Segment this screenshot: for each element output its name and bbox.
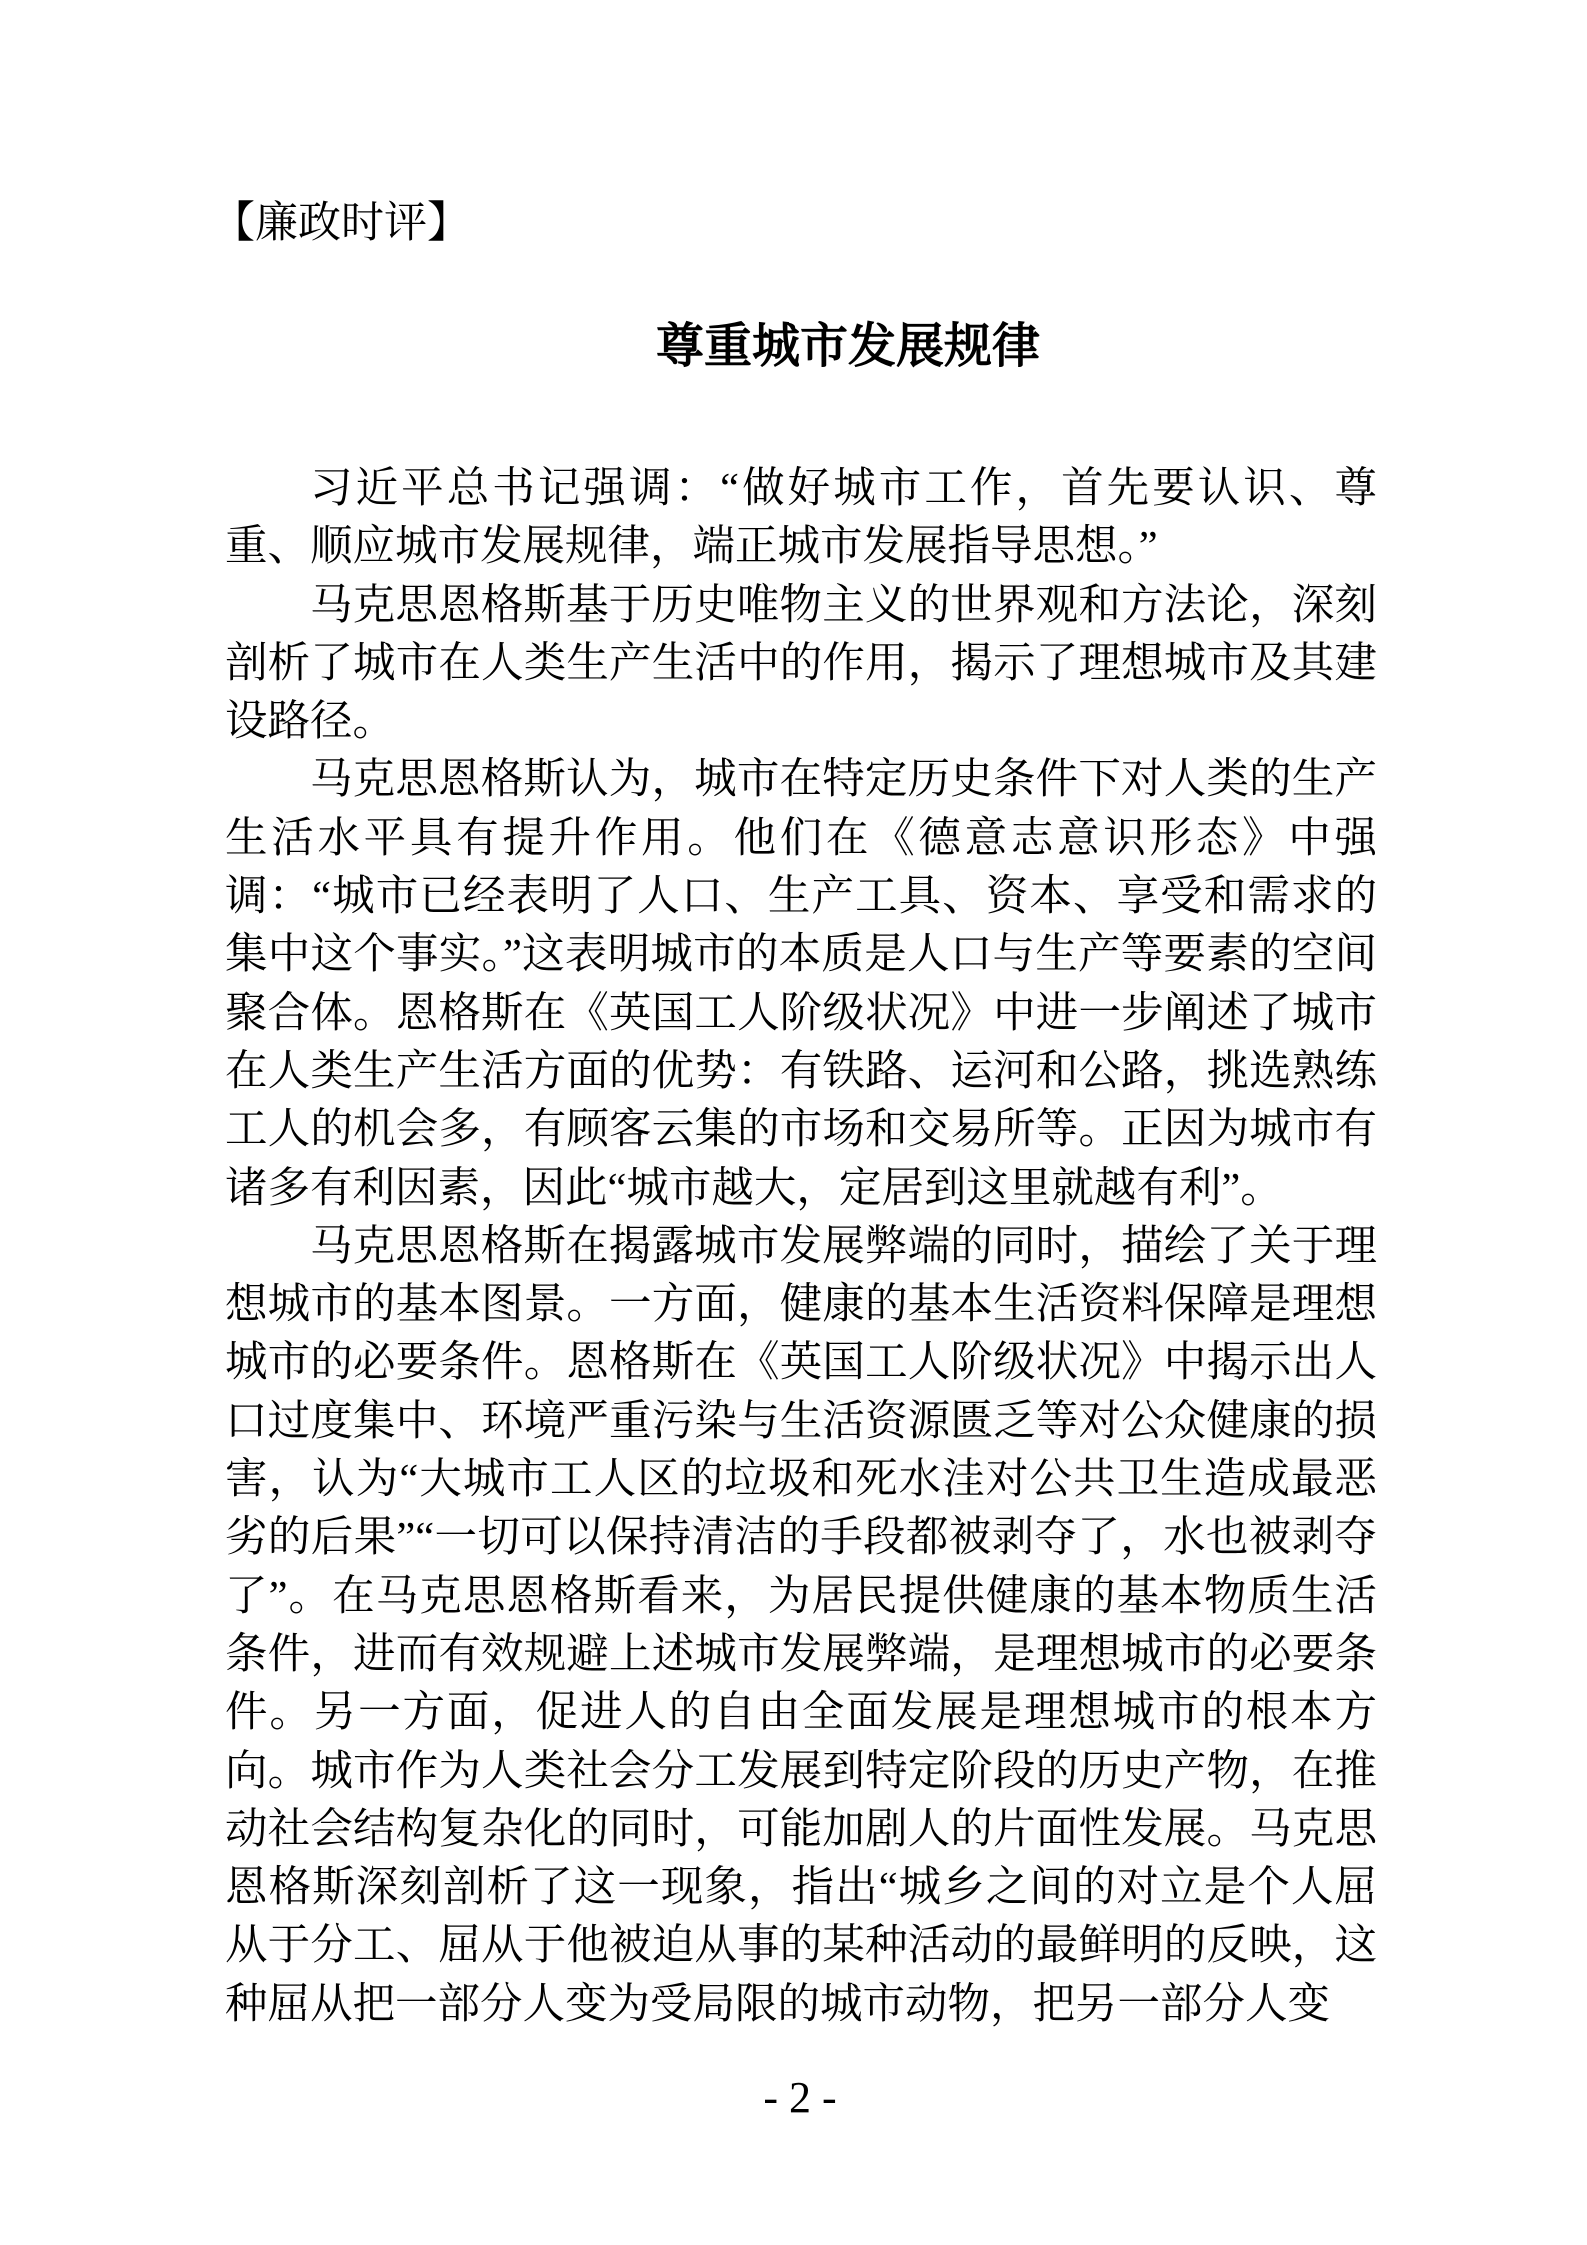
paragraph-4: 马克思恩格斯在揭露城市发展弊端的同时，描绘了关于理想城市的基本图景。一方面，健康的基本生活资料保障是理想城市的必要条件。恩格斯在《英国工人阶级状况》中揭示出人口过度集中、环境严重污染与生活资源匮乏等对公众健康的损害，认为“大城市工人区的垃圾和死水洼对公共卫生造成最恶劣的后果”“一切可以保持清洁的手段都被剥夺了，水也被剥夺了”。在马克思恩格斯看来，为居民提供健康的基本物质生活条件，进而有效规避上述城市发展弊端，是理想城市的必要条件。另一方面，促进人的自由全面发展是理想城市的根本方向。城市作为人类社会分工发展到特定阶段的历史产物，在推动社会结构复杂化的同时，可能加剧人的片面性发展。马克思恩格斯深刻剖析了这一现象，指出“城乡之间的对立是个人屈从于分工、屈从于他被迫从事的某种活动的最鲜明的反映，这种屈从把一部分人变为受局限的城市动物，把另一部分人变: [225, 1222, 1377, 2028]
paragraph-1: 习近平总书记强调：“做好城市工作，首先要认识、尊重、顺应城市发展规律，端正城市发展指导思想。”: [225, 465, 1377, 571]
document-title: 尊重城市发展规律: [655, 320, 1040, 373]
document-body: [225, 460, 1377, 2034]
section-label: 【廉政时评】: [212, 200, 470, 247]
page-number: - 2 -: [763, 2073, 837, 2122]
paragraph-3: 马克思恩格斯认为，城市在特定历史条件下对人类的生产生活水平具有提升作用。他们在《德意志意识形态》中强调：“城市已经表明了人口、生产工具、资本、享受和需求的集中这个事实。”这表明城市的本质是人口与生产等要素的空间聚合体。恩格斯在《英国工人阶级状况》中进一步阐述了城市在人类生产生活方面的优势：有铁路、运河和公路，挑选熟练工人的机会多，有顾客云集的市场和交易所等。正因为城市有诸多有利因素，因此“城市越大，定居到这里就越有利”。: [225, 756, 1377, 1212]
paragraph-2: 马克思恩格斯基于历史唯物主义的世界观和方法论，深刻剖析了城市在人类生产生活中的作用，揭示了理想城市及其建设路径。: [225, 581, 1377, 746]
